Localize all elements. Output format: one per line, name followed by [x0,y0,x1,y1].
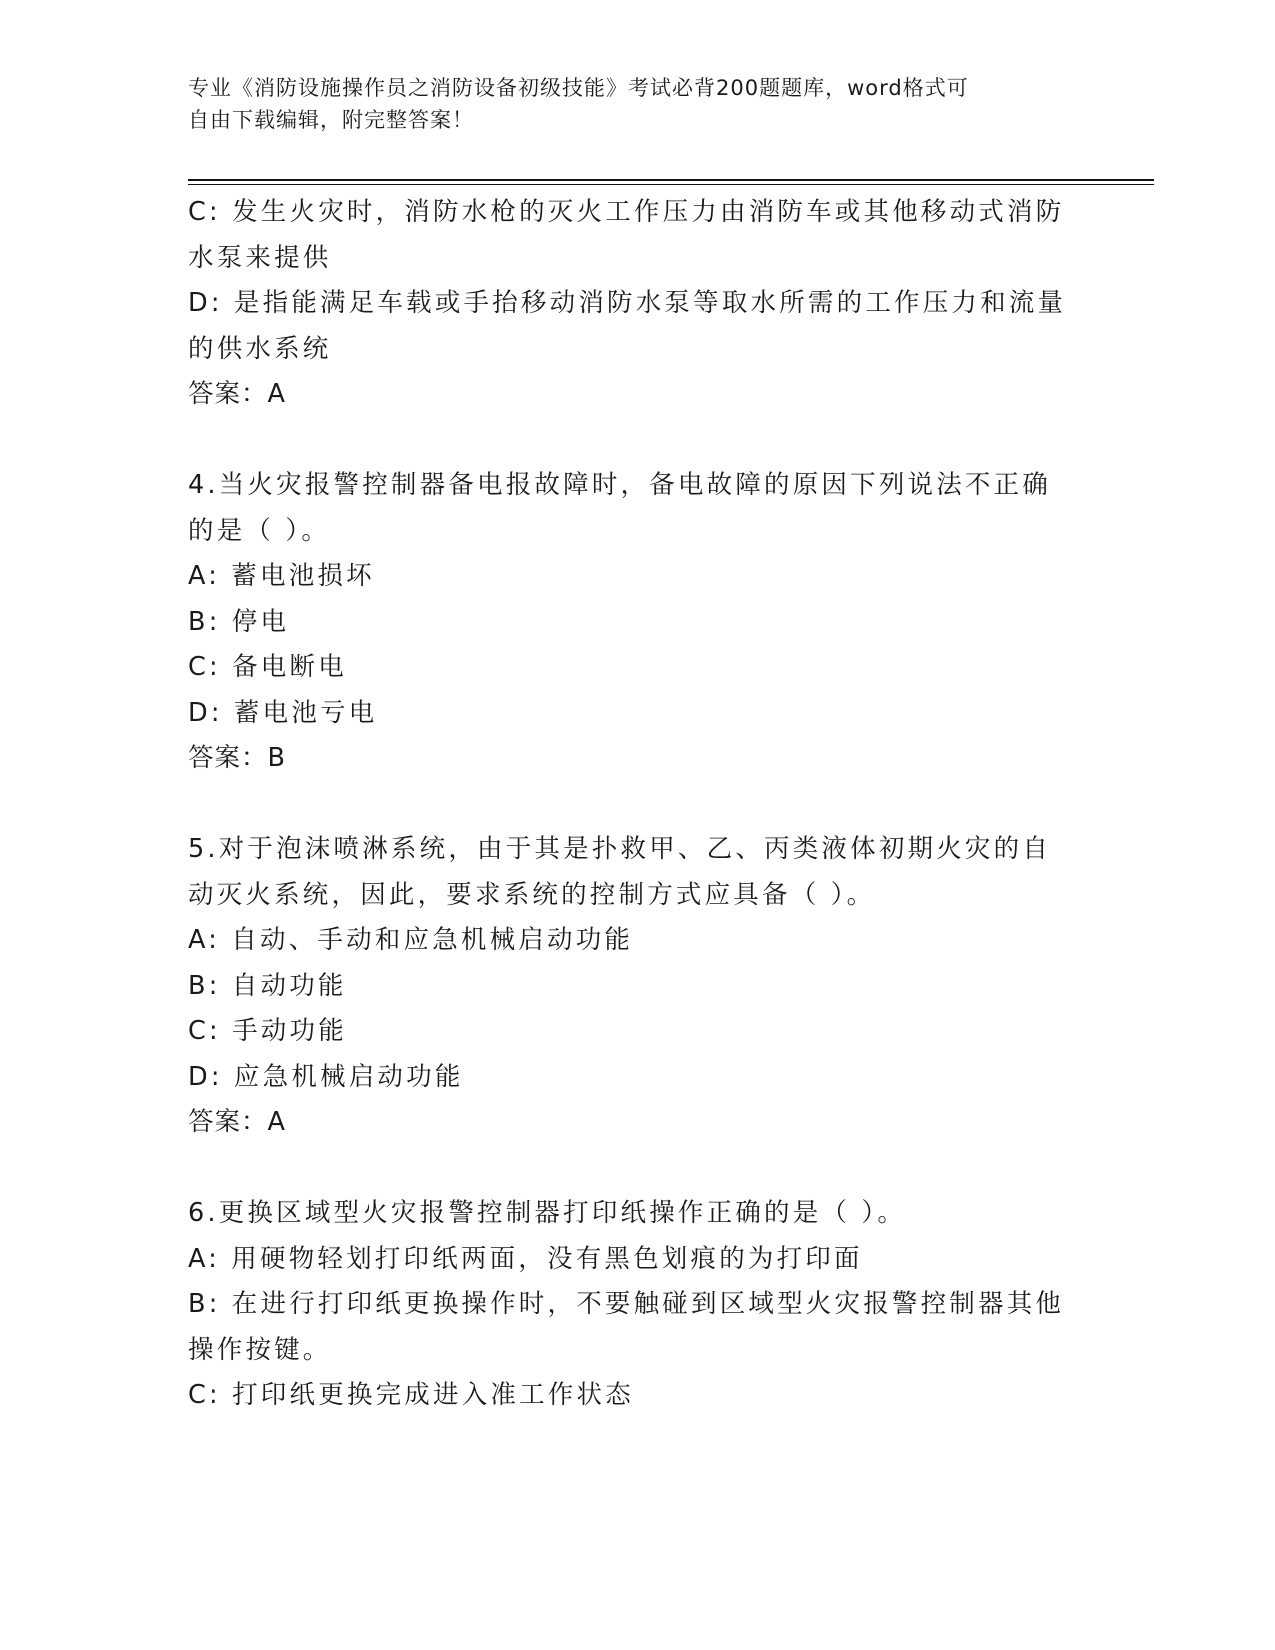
answer-line: 答案：A [188,1107,286,1137]
option-b: B: 在进行打印纸更换操作时，不要触碰到区域型火灾报警控制器其他 [188,1289,1065,1319]
question-block [188,190,1088,418]
option-d-cont: 的供水系统 [188,333,332,364]
header-line-1: 专业《消防设施操作员之消防设备初级技能》考试必背200题题库，word格式可 [188,76,969,100]
option-b: B: 停电 [188,606,290,637]
question-list [188,190,1088,1419]
option-c-cont: 水泵来提供 [188,242,332,273]
option-d: D: 应急机械启动功能 [188,1061,464,1092]
question-stem: 6.更换区域型火灾报警控制器打印纸操作正确的是（ ）。 [188,1198,907,1228]
question-block [188,463,1088,782]
question-stem-cont: 动灭火系统，因此，要求系统的控制方式应具备（ ）。 [188,879,876,910]
option-b: B: 自动功能 [188,970,347,1001]
block-spacer [188,1146,1088,1192]
option-c: C: 备电断电 [188,652,347,682]
option-c: C: 手动功能 [188,1016,347,1046]
option-a: A: 用硬物轻划打印纸两面，没有黑色划痕的为打印面 [188,1243,863,1274]
question-block [188,827,1088,1146]
question-block [188,1191,1088,1419]
question-stem: 4.当火灾报警控制器备电报故障时，备电故障的原因下列说法不正确 [188,470,1052,500]
block-spacer [188,782,1088,828]
option-c: C: 发生火灾时，消防水枪的灭火工作压力由消防车或其他移动式消防 [188,197,1065,227]
answer-line: 答案：B [188,743,286,773]
option-d: D: 是指能满足车载或手抬移动消防水泵等取水所需的工作压力和流量 [188,288,1067,318]
answer-line: 答案：A [188,379,286,409]
header-line-2: 自由下载编辑，附完整答案！ [188,108,474,132]
option-d: D: 蓄电池亏电 [188,697,378,728]
document-header [188,72,1068,136]
header-divider-thin [188,184,1154,185]
option-b-cont: 操作按键。 [188,1334,332,1365]
question-stem-cont: 的是（ ）。 [188,515,331,546]
option-c: C: 打印纸更换完成进入准工作状态 [188,1380,634,1410]
option-a: A: 自动、手动和应急机械启动功能 [188,925,634,955]
block-spacer [188,418,1088,464]
question-stem: 5.对于泡沫喷淋系统，由于其是扑救甲、乙、丙类液体初期火灾的自 [188,834,1052,864]
option-a: A: 蓄电池损坏 [188,561,375,591]
header-divider-thick [188,179,1154,181]
